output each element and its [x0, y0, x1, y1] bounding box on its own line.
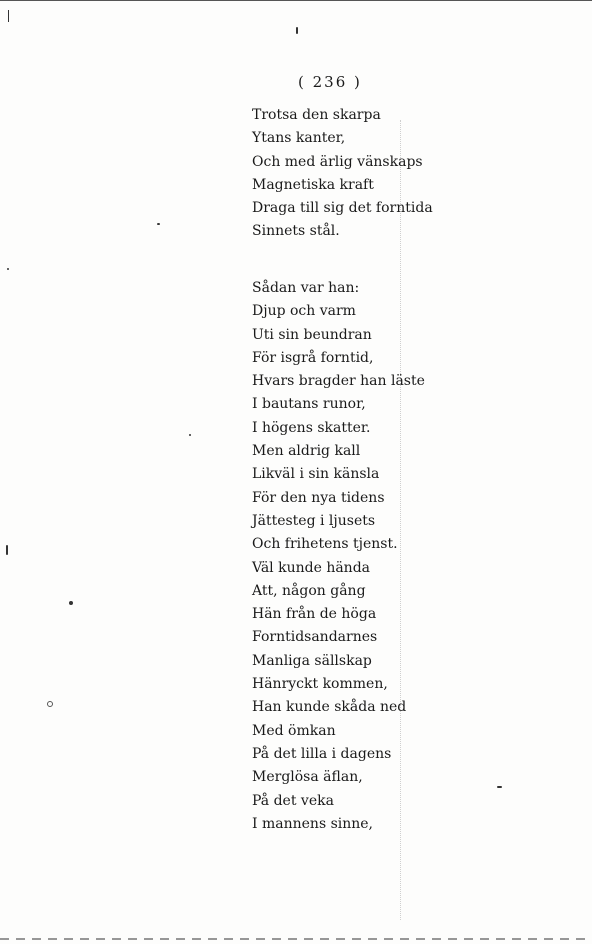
ink-speck: [47, 701, 53, 707]
poem-line: Uti sin beundran: [252, 326, 372, 343]
poem-line: I högens skatter.: [252, 419, 371, 436]
poem-line: För isgrå forntid,: [252, 349, 374, 366]
page-number: ( 236 ): [298, 73, 362, 91]
poem-line: Sådan var han:: [252, 280, 360, 296]
poem-line: Och frihetens tjenst.: [252, 536, 398, 553]
poem-line: Ytans kanter,: [252, 130, 346, 147]
ink-speck: [157, 223, 160, 225]
poem-line: I mannens sinne,: [252, 815, 374, 832]
poem-line: Trotsa den skarpa: [252, 107, 381, 123]
ink-speck: [497, 786, 502, 788]
top-edge-rule: [0, 0, 592, 1]
poem-line: Draga till sig det forntida: [252, 200, 433, 217]
poem-line: Sinnets stål.: [252, 223, 340, 240]
poem-line: Jättesteg i ljusets: [252, 512, 376, 529]
poem-line: Men aldrig kall: [252, 443, 361, 460]
poem-line: Djup och varm: [252, 303, 356, 320]
poem-line: Hvars bragder han läste: [252, 373, 425, 390]
poem-line: Likväl i sin känsla: [252, 466, 380, 483]
ink-speck: [7, 268, 9, 270]
poem-line: På det veka: [252, 792, 334, 809]
poem-stanza-1: [252, 104, 452, 244]
bottom-edge-dashes: [0, 938, 592, 940]
poem-line: Att, någon gång: [252, 582, 366, 599]
poem-line: Magnetiska kraft: [252, 176, 374, 193]
ink-speck: [189, 434, 191, 436]
poem-line: På det lilla i dagens: [252, 745, 392, 762]
poem-line: Han kunde skåda ned: [252, 699, 407, 716]
poem-line: Med ömkan: [252, 722, 336, 739]
poem-line: För den nya tidens: [252, 489, 385, 506]
ink-speck: [296, 27, 298, 34]
ink-speck: [8, 10, 9, 22]
poem-line: Och med ärlig vänskaps: [252, 153, 423, 170]
ink-speck: [6, 545, 8, 555]
poem-line: Manliga sällskap: [252, 652, 372, 669]
ink-speck: [69, 601, 73, 605]
poem-line: Merglösa äflan,: [252, 769, 363, 786]
poem-line: Hänryckt kommen,: [252, 676, 388, 693]
poem-line: I bautans runor,: [252, 396, 366, 413]
poem-line: Väl kunde hända: [252, 559, 371, 576]
poem-line: Forntidsandarnes: [252, 629, 378, 646]
poem-line: Hän från de höga: [252, 606, 377, 623]
poem-stanza-2: [252, 277, 452, 836]
